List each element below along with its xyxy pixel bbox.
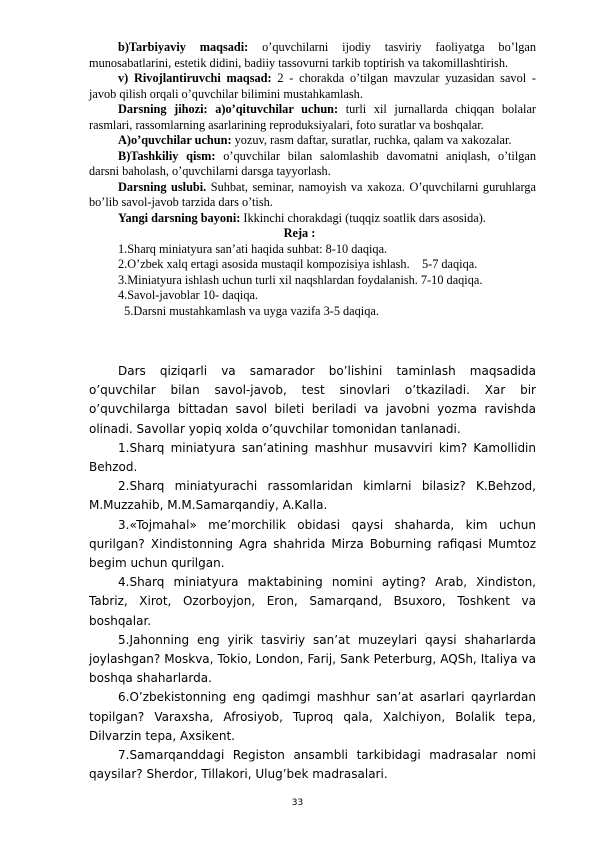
question-2: 2.Sharq miniatyurachi rassomlaridan kimlarni bilasiz? K.Behzod, M.Muzzahib, M.M.Samarqandiy, A.Kalla. — [89, 479, 536, 513]
paragraph-jihozi — [89, 102, 536, 133]
page-number: 33 — [291, 798, 304, 808]
paragraph-uslubi — [89, 180, 536, 211]
paragraph-oquvchilar — [89, 133, 536, 149]
text-uslubi: Suhbat, seminar, namoyish va xakoza. O’quvchilarni guruhlarga bo’lib savol-javob tarzida dars o’tish. — [89, 179, 536, 209]
text-jihozi: turli xil jurnallarda chiqqan bolalar rasmlari, rassomlarning asarlarining reproduksiyalari, foto suratlar va boshqalar. — [89, 102, 536, 132]
reja-item: 1.Sharq miniatyura san’ati haqida suhbat: 8-10 daqiqa. — [118, 241, 388, 256]
text-bayoni: Ikkinchi chorakdagi (tuqqiz soatlik dars asosida). — [240, 210, 486, 225]
label-rivojlantiruvchi: v) Rivojlantiruvchi maqsad: — [118, 71, 272, 85]
question-6: 6.O’zbekistonning eng qadimgi mashhur san’at asarlari qayrlardan topilgan? Varaxsha, Afrosiyob, Tuproq qala, Xalchiyon, Bolalik tepa, Dilvarzin tepa, Axsikent. — [89, 690, 536, 743]
reja-item: 4.Savol-javoblar 10- daqiqa. — [118, 288, 259, 302]
intro-paragraph: Dars qiziqarli va samarador bo’lishini taminlash maqsadida o’quvchilar bilan savol-javob, test sinovlari o’tkaziladi. Xar bir o’quvchilarga bittadan savol bileti beriladi va javobni yozma ravishda olinadi. Savollar yopiq xolda o’quvchilar tomonidan tanlanadi. — [89, 364, 536, 436]
reja-heading: Reja : — [283, 226, 316, 240]
label-tashkiliy: B)Tashkiliy qism: — [118, 148, 216, 163]
question-4: 4.Sharq miniatyura maktabining nomini ayting? Arab, Xindiston, Tabriz, Xirot, Ozorboyjon, Eron, Samarqand, Bsuxoro, Toshkent va boshqalar. — [89, 575, 536, 628]
question-1: 1.Sharq miniatyura san’atining mashhur musavviri kim? Kamollidin Behzod. — [89, 440, 536, 475]
questions-section — [89, 362, 536, 784]
label-uslubi: Darsning uslubi. — [118, 179, 207, 194]
question-7: 7.Samarqanddagi Registon ansambli tarkibidagi madrasalar nomi qaysilar? Sherdor, Tillakori, Ulug’bek madrasalari. — [89, 748, 536, 782]
text-rivojlantiruvchi: 2 - chorakda o’tilgan mavzular yuzasidan savol - javob qilish orqali o’quvchilar bilimini mustahkamlash. — [89, 71, 536, 101]
paragraph-tashkiliy — [89, 149, 536, 180]
paragraph-tarbiyaviy — [89, 40, 536, 71]
text-oquvchilar: yozuv, rasm daftar, suratlar, ruchka, qalam va xakozalar. — [231, 133, 512, 147]
question-5: 5.Jahonning eng yirik tasviriy san’at muzeylari qaysi shaharlarda joylashgan? Moskva, Tokio, London, Farij, Sank Peterburg, AQSh, Italiya va boshqa shaharlarda. — [89, 632, 536, 686]
text-tarbiyaviy: o’quvchilarni ijodiy tasviriy faoliyatga bo’lgan munosabatlarini, estetik didini, badiiy tassovurni tarkib toptirish va takomillashtirish. — [89, 40, 536, 70]
reja-item: 3.Miniatyura ishlash uchun turli xil naqshlardan foydalanish. 7-10 daqiqa. — [118, 272, 483, 287]
question-3: 3.«Tojmahal» me’morchilik obidasi qaysi shaharda, kim uchun qurilgan? Xindistonning Agra shahrida Mirza Boburning rafiqasi Mumtoz begim uchun qurilgan. — [89, 517, 536, 571]
label-tarbiyaviy: b)Tarbiyaviy maqsadi: — [118, 40, 249, 54]
reja-item: 5.Darsni mustahkamlash va uyga vazifa 3-5 daqiqa. — [118, 303, 379, 318]
paragraph-bayoni — [89, 211, 536, 227]
text-tashkiliy: o’quvchilar bilan salomlashib davomatni aniqlash, o’tilgan darsni baholash, o’quvchilarni darsga tayyorlash. — [89, 148, 536, 178]
lesson-plan-section — [89, 40, 536, 319]
label-bayoni: Yangi darsning bayoni: — [118, 210, 241, 225]
label-jihozi: Darsning jihozi: a)o’qituvchilar uchun: — [118, 102, 339, 116]
paragraph-rivojlantiruvchi — [89, 71, 536, 102]
label-oquvchilar: A)o’quvchilar uchun: — [118, 133, 232, 147]
reja-list — [89, 242, 536, 320]
reja-item: 2.O’zbek xalq ertagi asosida mustaqil kompozisiya ishlash. 5-7 daqiqa. — [118, 257, 478, 271]
